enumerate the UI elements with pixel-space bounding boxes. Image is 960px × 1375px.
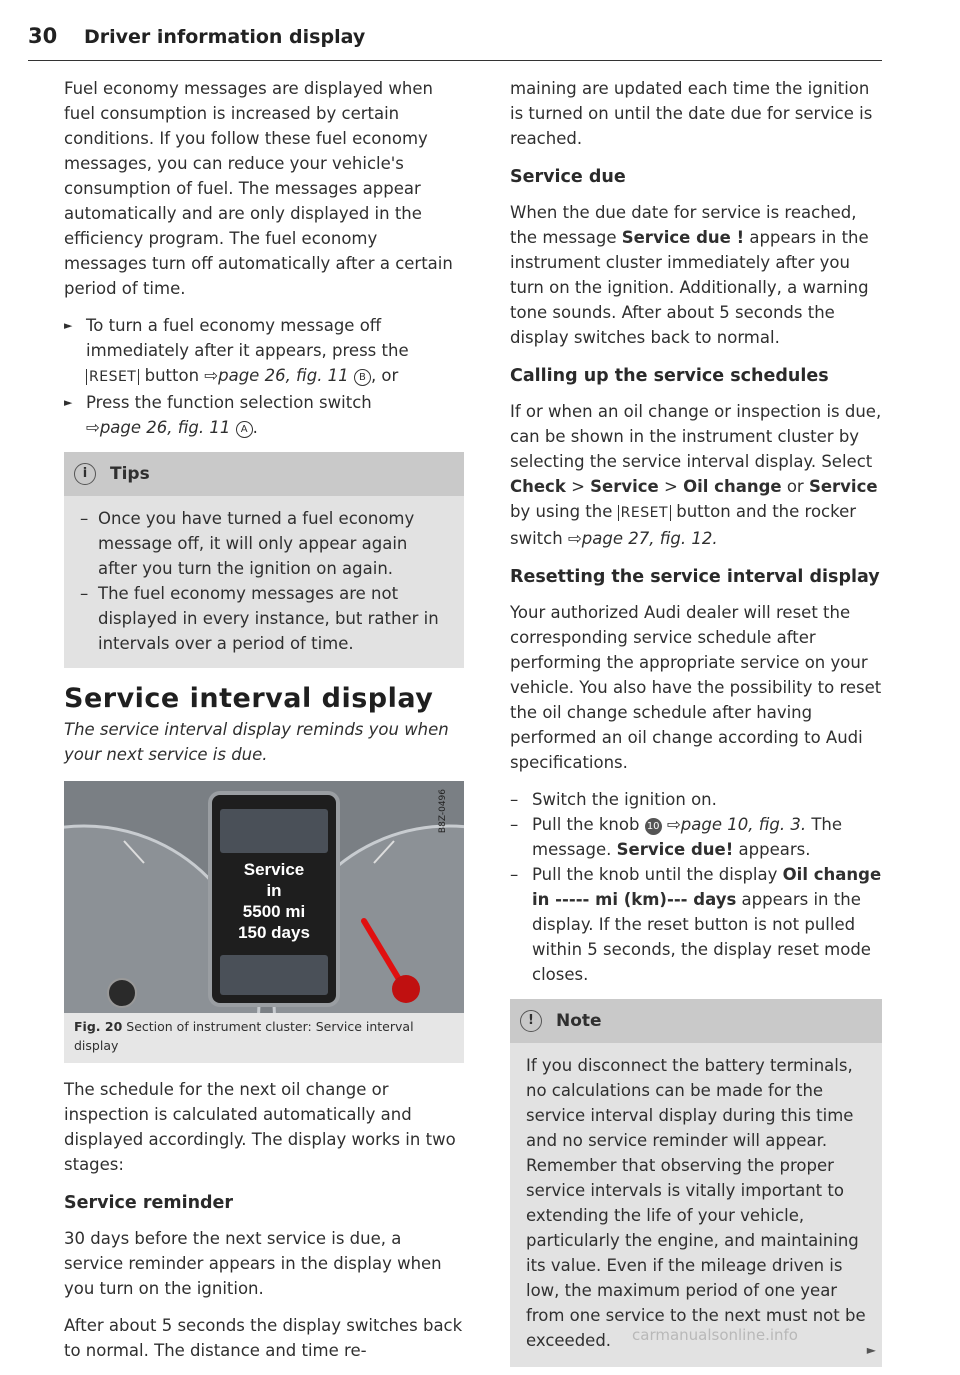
figure-caption: Fig. 20 Section of instrument cluster: Service interval display xyxy=(64,1013,464,1063)
heading-service-due: Service due xyxy=(510,167,626,187)
display-screen xyxy=(212,795,336,1003)
figure-code: B8Z-0496 xyxy=(438,789,448,834)
reset-step: – Pull the knob 10 ⇨page 10, fig. 3. The message. Service due! appears. xyxy=(510,815,843,859)
watermark: carmanualsonline.info xyxy=(632,1326,798,1344)
left-column xyxy=(64,76,464,1375)
page-ref-link[interactable]: ⇨page 27, fig. 12. xyxy=(567,529,718,548)
section-title: Service interval display xyxy=(64,683,434,714)
page-ref-link[interactable]: ⇨page 26, fig. 11 xyxy=(86,418,231,437)
heading-resetting: Resetting the service interval display xyxy=(510,567,880,587)
page-number: 30 xyxy=(28,24,58,48)
note-text: If you disconnect the battery terminals, no calculations can be made for the service interval display during this time and no service reminder will appear. Remember that observing the proper service intervals is vitally important to extending the life of your vehicle, particularly the engine, and maintaining its value. Even if the mileage driven is low, the maximum period of one year from one service to the next must not be exceeded. xyxy=(526,1056,866,1350)
service-message: Service in 5500 mi 150 days xyxy=(238,860,310,942)
intro-paragraph: Fuel economy messages are displayed when fuel consumption is increased by certain conditions. If you follow these fuel economy messages, you can reduce your vehicle's consumption of fuel. The messages appear automatically and are only displayed in the efficiency program. The fuel economy messages turn off automatically after a certain period of time. xyxy=(64,79,453,298)
heading-calling-up: Calling up the service schedules xyxy=(510,366,829,386)
chapter-title: Driver information display xyxy=(84,26,366,48)
reminder-paragraph: 30 days before the next service is due, a service reminder appears in the display when you turn on the ignition. xyxy=(64,1229,442,1298)
tips-heading: Tips xyxy=(110,463,150,484)
tips-header xyxy=(64,452,464,496)
instrument-cluster-figure xyxy=(64,781,464,1013)
step-arrow-icon: ► xyxy=(64,396,73,409)
knob-marker: 10 xyxy=(645,818,662,835)
tip-item: – The fuel economy messages are not displayed in every instance, but rather in intervals over a period of time. xyxy=(80,584,439,653)
switch-back-paragraph: After about 5 seconds the display switches back to normal. The distance and time re- xyxy=(64,1316,463,1360)
marker-a: A xyxy=(236,421,253,438)
service-due-paragraph: When the due date for service is reached, the message Service due ! appears in the instrument cluster immediately after you turn on the ignition. Additionally, a warning tone sounds. After about 5 seconds the display switches back to normal. xyxy=(510,203,869,347)
resetting-paragraph: Your authorized Audi dealer will reset the corresponding service schedule after performing the appropriate service on your vehicle. You also have the possibility to reset the oil change schedule after having performed an oil change according to Audi specifications. xyxy=(510,603,882,772)
step-turn-off: ► To turn a fuel economy message off immediately after it appears, press the RESET button ⇨page 26, fig. 11 B , or xyxy=(64,313,464,390)
info-icon: i xyxy=(74,463,96,485)
continue-arrow-icon: ► xyxy=(866,1343,876,1357)
page-ref-link[interactable]: ⇨page 10, fig. 3. xyxy=(666,815,807,834)
reset-key: RESET xyxy=(618,505,671,521)
heading-service-reminder: Service reminder xyxy=(64,1193,234,1213)
exclamation-icon: ! xyxy=(520,1010,542,1032)
reset-step: – Pull the knob until the display Oil change in ----- mi (km)--- days appears in the display. If the reset button is not pulled within 5 seconds, the display reset mode closes. xyxy=(510,865,882,984)
continued-paragraph: maining are updated each time the ignition is turned on until the date due for service is reached. xyxy=(510,79,873,148)
reset-key: RESET xyxy=(86,369,139,385)
right-column xyxy=(510,76,882,1367)
tips-box xyxy=(64,452,464,668)
note-box xyxy=(510,999,882,1367)
step-arrow-icon: ► xyxy=(64,319,73,332)
section-subtitle: The service interval display reminds you when your next service is due. xyxy=(64,720,449,764)
tip-item: – Once you have turned a fuel economy message off, it will only appear again after you turn the ignition on again. xyxy=(80,509,415,578)
note-heading: Note xyxy=(556,1010,602,1031)
note-header xyxy=(510,999,882,1043)
page-ref-link[interactable]: ⇨page 26, fig. 11 xyxy=(204,366,349,385)
page-header xyxy=(28,22,882,61)
step-switch: ► Press the function selection switch ⇨page 26, fig. 11 A . xyxy=(64,390,464,440)
marker-b: B xyxy=(354,369,371,386)
reset-step: – Switch the ignition on. xyxy=(510,790,717,809)
calling-up-paragraph: If or when an oil change or inspection is due, can be shown in the instrument cluster by selecting the service interval display. Select Check > Service > Oil change or Service by using the RESET button and the rocker switch ⇨page 27, fig. 12. xyxy=(510,402,882,548)
schedule-paragraph: The schedule for the next oil change or inspection is calculated automatically and displayed accordingly. The display works in two stages: xyxy=(64,1080,456,1174)
